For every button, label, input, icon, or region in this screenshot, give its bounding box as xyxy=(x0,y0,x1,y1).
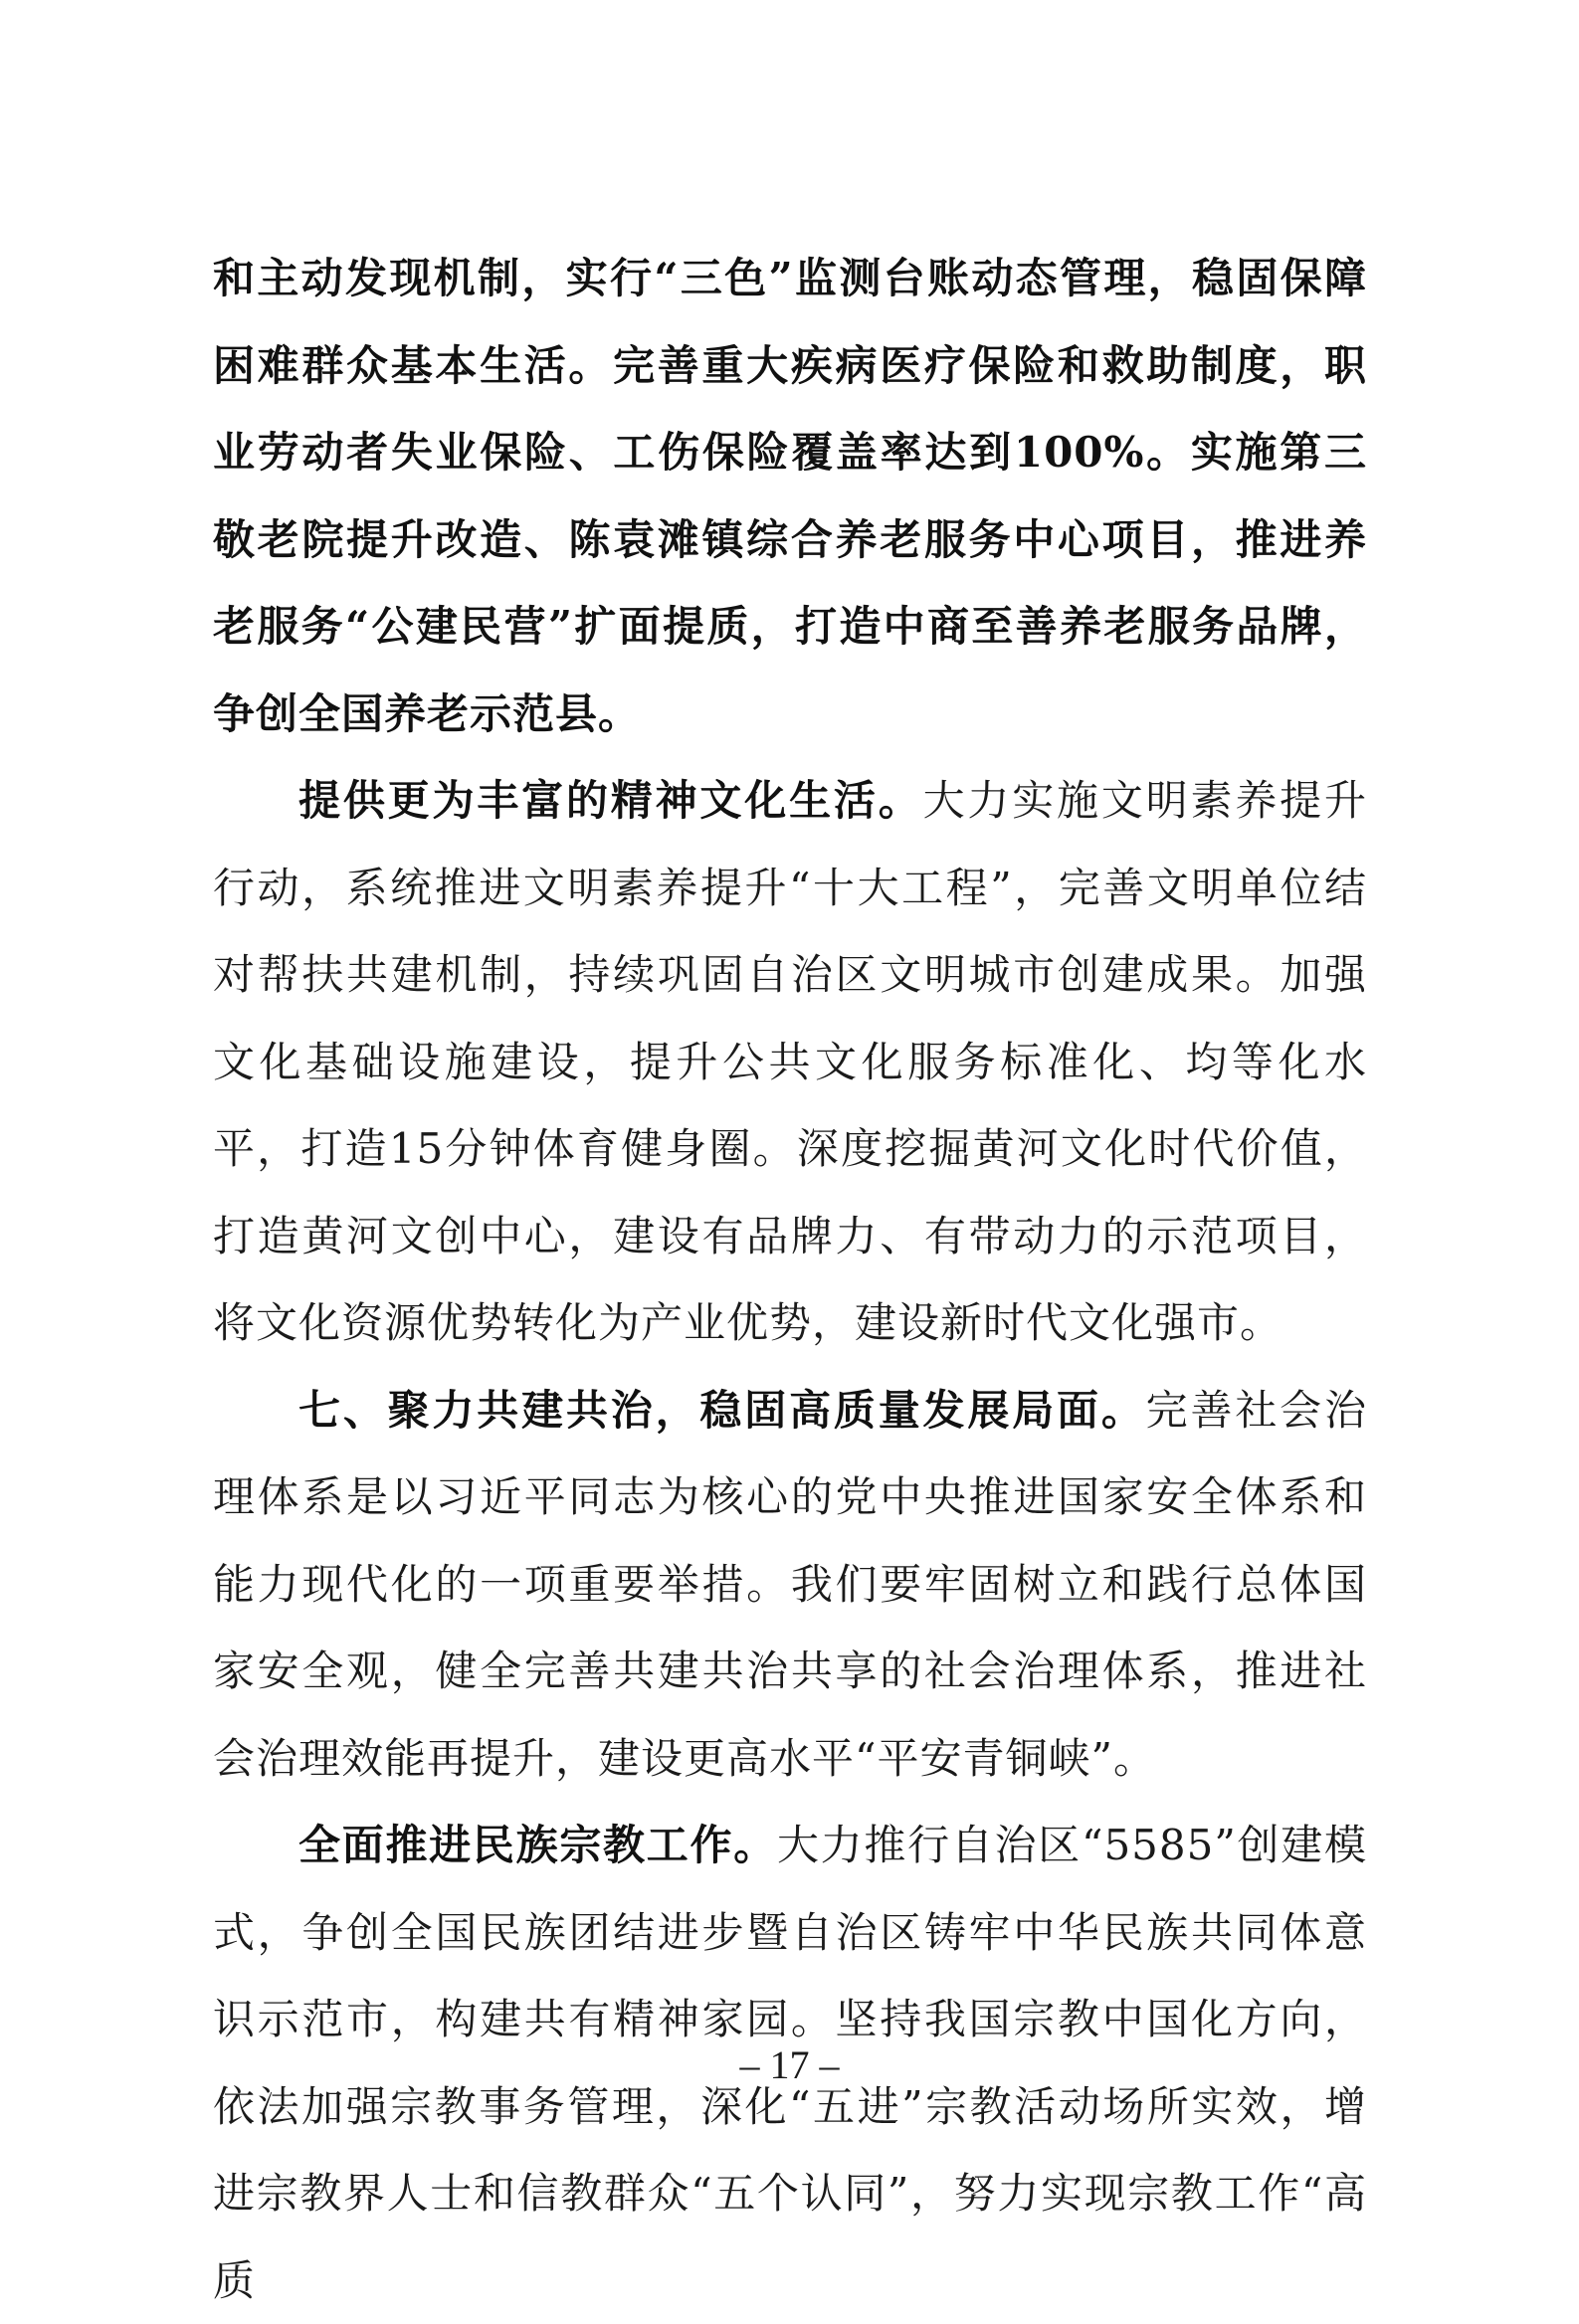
body-text xyxy=(213,235,1367,2324)
page-number: – 17 – xyxy=(739,2042,840,2087)
paragraph-continued-social-security xyxy=(213,235,1367,757)
section-heading: 七、聚力共建共治，稳固高质量发展局面。 xyxy=(298,1385,1146,1435)
paragraph-text: 大力实施文明素养提升行动，系统推进文明素养提升“十大工程”，完善文明单位结对帮扶共建机制，持续巩固自治区文明城市创建成果。加强文化基础设施建设，提升公共文化服务标准化、均等化水平，打造15分钟体育健身圈。深度挖掘黄河文化时代价值，打造黄河文创中心，建设有品牌力、有带动力的示范项目，将文化资源优势转化为产业优势，建设新时代文化强市。 xyxy=(213,776,1367,1347)
paragraph-cultural-life xyxy=(213,757,1367,1367)
paragraph-text: 和主动发现机制，实行“三色”监测台账动态管理，稳固保障困难群众基本生活。完善重大疾病医疗保险和救助制度，职业劳动者失业保险、工伤保险覆盖率达到100%。实施第三敬老院提升改造、陈袁滩镇综合养老服务中心项目，推进养老服务“公建民营”扩面提质，打造中商至善养老服务品牌，争创全国养老示范县。 xyxy=(213,254,1367,738)
paragraph-text: 完善社会治理体系是以习近平同志为核心的党中央推进国家安全体系和能力现代化的一项重要举措。我们要牢固树立和践行总体国家安全观，健全完善共建共治共享的社会治理体系，推进社会治理效能再提升，建设更高水平“平安青铜峡”。 xyxy=(213,1385,1367,1783)
paragraph-section-seven xyxy=(213,1367,1367,1803)
paragraph-lead-heading: 全面推进民族宗教工作。 xyxy=(298,1821,777,1869)
paragraph-lead-heading: 提供更为丰富的精神文化生活。 xyxy=(298,776,923,825)
paragraph-text: 大力推行自治区“5585”创建模式，争创全国民族团结进步暨自治区铸牢中华民族共同体意识示范市，构建共有精神家园。坚持我国宗教中国化方向，依法加强宗教事务管理，深化“五进”宗教活动场所实效，增进宗教界人士和信教群众“五个认同”，努力实现宗教工作“高质 xyxy=(213,1821,1367,2305)
